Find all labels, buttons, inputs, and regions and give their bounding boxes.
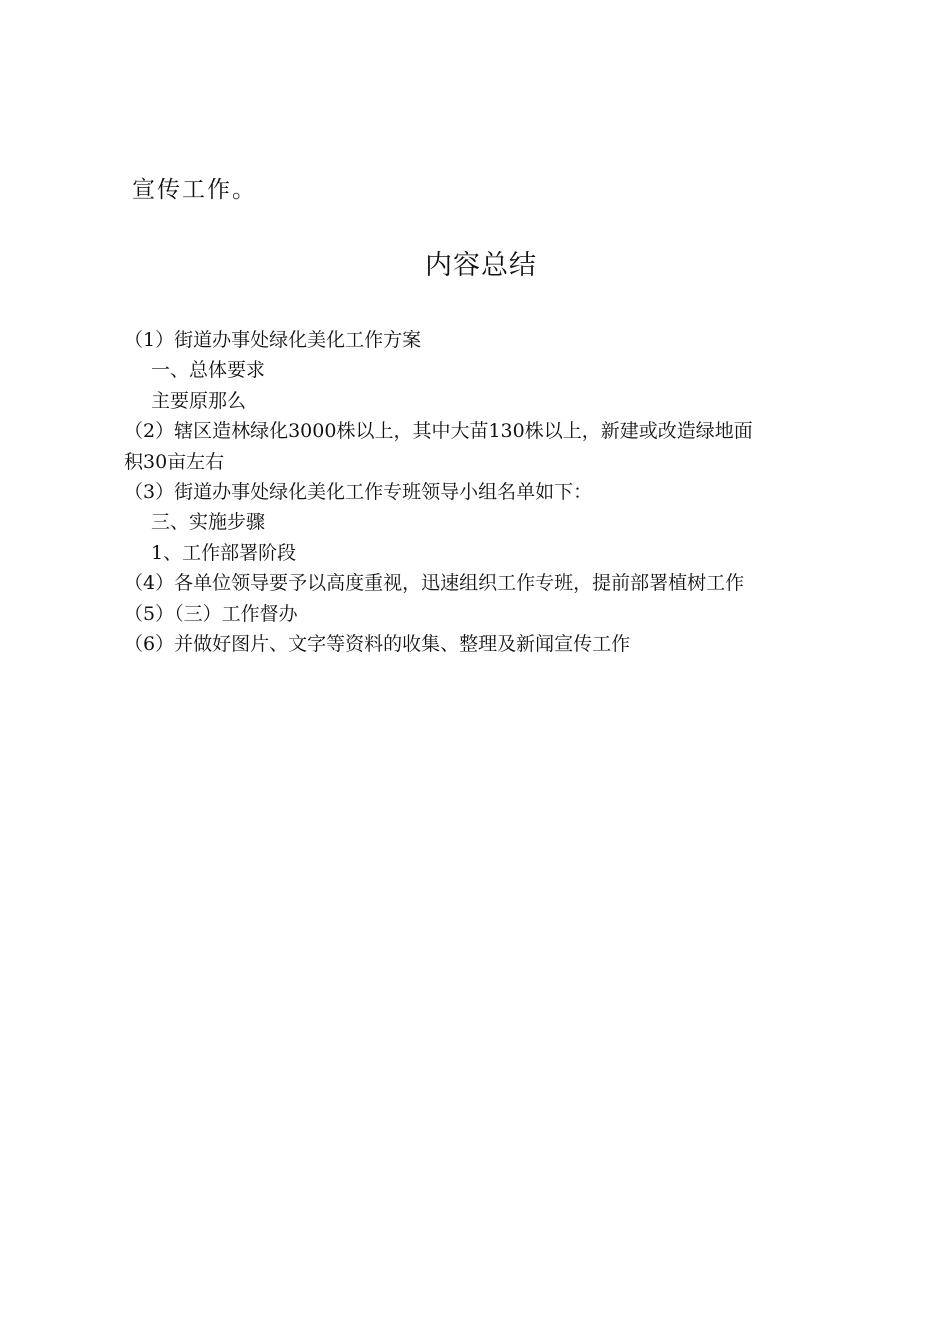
summary-line: （2）辖区造林绿化3000株以上，其中大苗130株以上，新建或改造绿地面 xyxy=(124,420,753,443)
summary-line: （3）街道办事处绿化美化工作专班领导小组名单如下： xyxy=(124,481,593,504)
summary-line: 1、工作部署阶段 xyxy=(151,541,297,564)
summary-title: 内容总结 xyxy=(425,250,537,281)
summary-line: （5）（三）工作督办 xyxy=(124,602,298,625)
summary-line: （6）并做好图片、文字等资料的收集、整理及新闻宣传工作 xyxy=(124,633,631,656)
summary-list xyxy=(124,325,824,659)
summary-line: 主要原那么 xyxy=(151,389,247,412)
summary-line: （4）各单位领导要予以高度重视，迅速组织工作专班，提前部署植树工作 xyxy=(124,572,745,595)
summary-line: （1）街道办事处绿化美化工作方案 xyxy=(124,329,422,351)
summary-line: 一、总体要求 xyxy=(151,359,266,382)
summary-line: 积30亩左右 xyxy=(124,450,225,473)
continuation-text: 宣传工作。 xyxy=(132,177,257,203)
summary-line: 三、实施步骤 xyxy=(151,511,266,534)
